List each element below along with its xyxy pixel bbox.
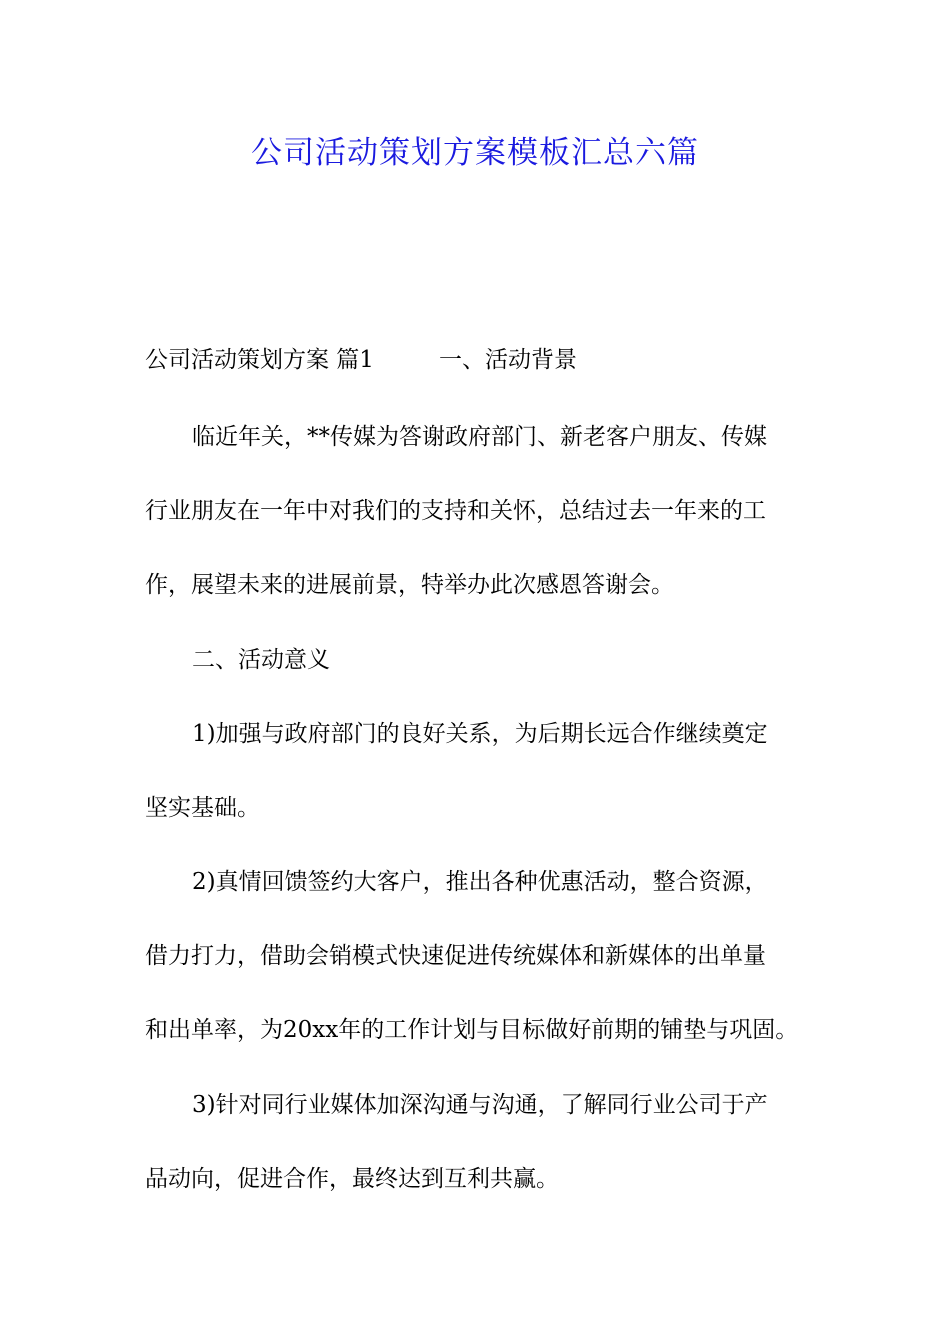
paragraph-line: 3)针对同行业媒体加深沟通与沟通，了解同行业公司于产 <box>192 1092 768 1118</box>
paragraph-line: 坚实基础。 <box>145 795 260 821</box>
paragraph-line: 和出单率，为20xx年的工作计划与目标做好前期的铺垫与巩固。 <box>145 1017 799 1043</box>
paragraph-line: 品动向，促进合作，最终达到互利共赢。 <box>145 1166 559 1192</box>
paragraph-line: 临近年关，**传媒为答谢政府部门、新老客户朋友、传媒 <box>192 424 767 450</box>
paragraph-line: 作，展望未来的进展前景，特举办此次感恩答谢会。 <box>145 572 674 598</box>
paragraph-line: 借力打力，借助会销模式快速促进传统媒体和新媒体的出单量 <box>145 943 766 969</box>
section-heading: 公司活动策划方案 篇1 <box>145 347 374 373</box>
paragraph-line: 2)真情回馈签约大客户，推出各种优惠活动，整合资源， <box>192 869 768 895</box>
document-title: 公司活动策划方案模板汇总六篇 <box>251 135 699 171</box>
subheading-line: 二、活动意义 <box>192 647 330 673</box>
section-heading-row <box>145 340 825 380</box>
paragraph-line: 1)加强与政府部门的良好关系，为后期长远合作继续奠定 <box>192 721 768 747</box>
section-subheading: 一、活动背景 <box>438 347 577 373</box>
paragraph-line: 行业朋友在一年中对我们的支持和关怀，总结过去一年来的工 <box>145 498 766 524</box>
